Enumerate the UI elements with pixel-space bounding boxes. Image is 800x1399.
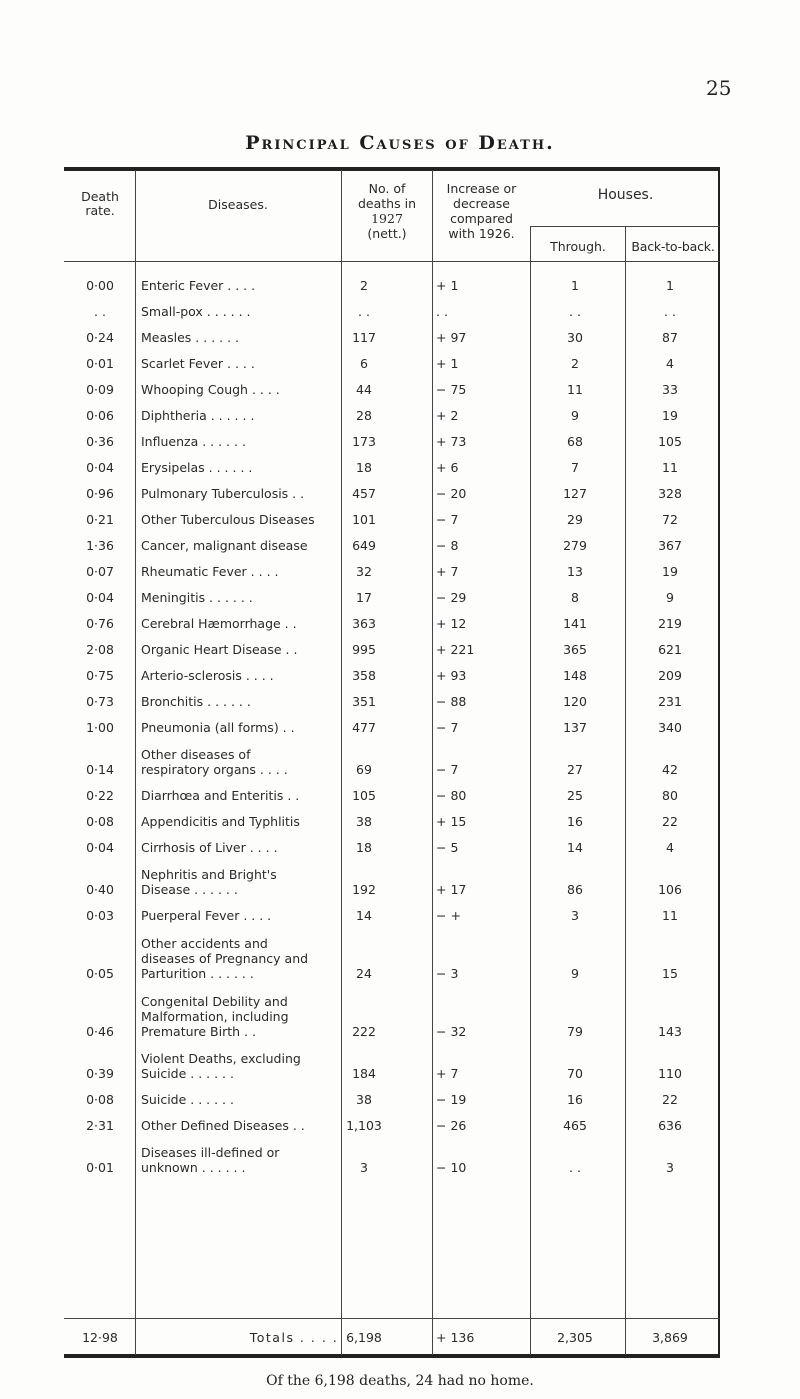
change-cell: + 2 [436,408,459,423]
disease-cell: Enteric Fever . . . . [141,278,256,293]
death-rate-cell: 0·04 [86,590,114,605]
change-cell: − 88 [436,694,467,709]
death-rate-cell: 0·09 [86,382,114,397]
deaths-cell: 18 [356,840,372,855]
through-cell: 86 [567,882,583,897]
back-to-back-cell: 621 [658,642,682,657]
back-to-back-cell: 9 [666,590,674,605]
table-row [64,480,720,506]
deaths-cell: 105 [352,788,376,803]
disease-cell: Bronchitis . . . . . . [141,694,251,709]
back-to-back-cell: 219 [658,616,682,631]
back-to-back-cell: 105 [658,434,682,449]
disease-cell: Other Defined Diseases . . [141,1118,305,1133]
disease-cell: Meningitis . . . . . . [141,590,253,605]
death-rate-cell: 2·31 [86,1118,114,1133]
deaths-cell: 101 [352,512,376,527]
change-cell: − 80 [436,788,467,803]
death-rate-cell: 0·75 [86,668,114,683]
change-cell: + 1 [436,278,459,293]
change-cell: + 1 [436,356,459,371]
through-cell: 11 [567,382,583,397]
page-number: 25 [706,76,732,100]
through-cell: 25 [567,788,583,803]
through-cell: 70 [567,1066,583,1081]
through-cell: 9 [571,966,579,981]
table-row [64,428,720,454]
back-to-back-cell: . . [664,304,676,319]
through-cell: 30 [567,330,583,345]
totals-label: Totals . . . . [249,1330,339,1345]
table-row [64,740,720,782]
change-cell: − 5 [436,840,459,855]
back-to-back-cell: 328 [658,486,682,501]
death-rate-cell: 2·08 [86,642,114,657]
through-cell: 127 [563,486,587,501]
change-cell: − 29 [436,590,467,605]
disease-cell: Erysipelas . . . . . . [141,460,253,475]
death-rate-cell: 0·40 [86,882,114,897]
back-to-back-cell: 80 [662,788,678,803]
change-cell: − 19 [436,1092,467,1107]
through-cell: 7 [571,460,579,475]
deaths-cell: 222 [352,1024,376,1039]
disease-cell: Cirrhosis of Liver . . . . [141,840,278,855]
table-row [64,1044,720,1086]
change-cell: + 221 [436,642,475,657]
totals-row [64,1318,720,1350]
table-row [64,454,720,480]
death-rate-cell: 0·04 [86,460,114,475]
through-cell: 9 [571,408,579,423]
through-cell: 279 [563,538,587,553]
page-title: Principal Causes of Death. [245,132,555,154]
death-rate-cell: 0·14 [86,762,114,777]
deaths-cell: 358 [352,668,376,683]
through-cell: 120 [563,694,587,709]
deaths-cell: 3 [360,1160,368,1175]
disease-cell: Cancer, malignant disease [141,538,308,553]
footnote: Of the 6,198 deaths, 24 had no home. [266,1373,534,1389]
deaths-cell: 117 [352,330,376,345]
deaths-cell: 24 [356,966,372,981]
death-rate-cell: 0·05 [86,966,114,981]
disease-cell: Puerperal Fever . . . . [141,908,272,923]
disease-cell: Scarlet Fever . . . . [141,356,255,371]
table-row [64,688,720,714]
totals-back-to-back: 3,869 [652,1330,688,1345]
back-to-back-cell: 42 [662,762,678,777]
table-row [64,986,720,1044]
deaths-cell: 18 [356,460,372,475]
disease-cell: Pneumonia (all forms) . . [141,720,295,735]
table-row [64,350,720,376]
through-cell: 68 [567,434,583,449]
deaths-cell: 38 [356,1092,372,1107]
through-cell: 365 [563,642,587,657]
header-death-rate: Death rate. [81,189,119,218]
change-cell: − 32 [436,1024,467,1039]
table-row [64,902,720,928]
table-row [64,324,720,350]
disease-cell: Rheumatic Fever . . . . [141,564,279,579]
totals-through: 2,305 [557,1330,593,1345]
header-diseases: Diseases. [208,197,268,212]
change-cell: + 73 [436,434,467,449]
death-rate-cell: 0·96 [86,486,114,501]
deaths-cell: 14 [356,908,372,923]
header-increase: Increase or decrease compared with 1926. [446,181,517,241]
table-row [64,532,720,558]
change-cell: + 7 [436,1066,459,1081]
disease-cell: Pulmonary Tuberculosis . . [141,486,305,501]
change-cell: − 3 [436,966,459,981]
through-cell: 141 [563,616,587,631]
through-cell: 13 [567,564,583,579]
death-rate-cell: 0·46 [86,1024,114,1039]
through-cell: 16 [567,1092,583,1107]
deaths-cell: 1,103 [346,1118,382,1133]
death-rate-cell: 0·22 [86,788,114,803]
death-rate-cell: . . [94,304,106,319]
through-cell: 465 [563,1118,587,1133]
disease-cell: Appendicitis and Typhlitis [141,814,300,829]
back-to-back-cell: 110 [658,1066,682,1081]
death-rate-cell: 0·08 [86,814,114,829]
death-rate-cell: 0·01 [86,1160,114,1175]
back-to-back-cell: 3 [666,1160,674,1175]
deaths-cell: 184 [352,1066,376,1081]
deaths-cell: 6 [360,356,368,371]
change-cell: + 15 [436,814,467,829]
back-to-back-cell: 209 [658,668,682,683]
disease-cell: Other accidents and diseases of Pregnancy and Parturition . . . . . . [141,936,309,981]
disease-cell: Violent Deaths, excluding Suicide . . . . . . [141,1051,301,1081]
back-to-back-cell: 22 [662,814,678,829]
disease-cell: Diarrhœa and Enteritis . . [141,788,300,803]
table-row [64,298,720,324]
table-row [64,662,720,688]
table-row [64,1138,720,1180]
death-rate-cell: 0·76 [86,616,114,631]
disease-cell: Cerebral Hæmorrhage . . [141,616,297,631]
back-to-back-cell: 4 [666,840,674,855]
death-rate-cell: 0·04 [86,840,114,855]
through-cell: 3 [571,908,579,923]
through-cell: 137 [563,720,587,735]
change-cell: . . [436,304,448,319]
back-to-back-cell: 72 [662,512,678,527]
back-to-back-cell: 367 [658,538,682,553]
death-rate-cell: 0·24 [86,330,114,345]
header-deaths: No. of deaths in 1927 (nett.) [358,181,416,241]
through-cell: 8 [571,590,579,605]
disease-cell: Suicide . . . . . . [141,1092,234,1107]
table-row [64,1086,720,1112]
table-row [64,402,720,428]
back-to-back-cell: 1 [666,278,674,293]
death-rate-cell: 1·00 [86,720,114,735]
table-row [64,860,720,902]
back-to-back-cell: 11 [662,908,678,923]
table-row [64,584,720,610]
back-to-back-cell: 19 [662,564,678,579]
disease-cell: Other diseases of respiratory organs . . . . [141,747,288,777]
totals-deaths: 6,198 [346,1330,382,1345]
death-rate-cell: 0·73 [86,694,114,709]
header-houses: Houses. [597,187,654,203]
deaths-cell: 2 [360,278,368,293]
table-row [64,714,720,740]
deaths-cell: 192 [352,882,376,897]
death-rate-cell: 0·21 [86,512,114,527]
change-cell: − 10 [436,1160,467,1175]
deaths-cell: 173 [352,434,376,449]
table-row [64,808,720,834]
through-cell: 79 [567,1024,583,1039]
back-to-back-cell: 636 [658,1118,682,1133]
header-back-to-back: Back-to-back. [631,239,715,254]
through-cell: 14 [567,840,583,855]
totals-change: + 136 [436,1330,475,1345]
change-cell: + 7 [436,564,459,579]
disease-cell: Nephritis and Bright's Disease . . . . . . [141,867,277,897]
death-rate-cell: 1·36 [86,538,114,553]
table-row [64,376,720,402]
change-cell: − 7 [436,512,459,527]
change-cell: − 8 [436,538,459,553]
table-row [64,272,720,298]
back-to-back-cell: 15 [662,966,678,981]
deaths-cell: 477 [352,720,376,735]
totals-rate: 12·98 [82,1330,118,1345]
back-to-back-cell: 33 [662,382,678,397]
death-rate-cell: 0·06 [86,408,114,423]
change-cell: − 20 [436,486,467,501]
table-body [64,272,720,1180]
disease-cell: Organic Heart Disease . . [141,642,298,657]
back-to-back-cell: 340 [658,720,682,735]
table-row [64,782,720,808]
deaths-cell: 649 [352,538,376,553]
death-rate-cell: 0·07 [86,564,114,579]
through-cell: 148 [563,668,587,683]
death-rate-cell: 0·00 [86,278,114,293]
death-rate-cell: 0·39 [86,1066,114,1081]
disease-cell: Measles . . . . . . [141,330,240,345]
deaths-cell: 363 [352,616,376,631]
back-to-back-cell: 11 [662,460,678,475]
death-rate-cell: 0·36 [86,434,114,449]
header-through: Through. [550,239,606,254]
deaths-cell: 32 [356,564,372,579]
back-to-back-cell: 106 [658,882,682,897]
change-cell: + 6 [436,460,459,475]
table-row [64,610,720,636]
back-to-back-cell: 22 [662,1092,678,1107]
disease-cell: Arterio-sclerosis . . . . [141,668,274,683]
through-cell: 16 [567,814,583,829]
death-rate-cell: 0·08 [86,1092,114,1107]
change-cell: + 93 [436,668,467,683]
through-cell: 29 [567,512,583,527]
deaths-cell: 351 [352,694,376,709]
disease-cell: Diphtheria . . . . . . [141,408,255,423]
change-cell: − 7 [436,762,459,777]
disease-cell: Diseases ill-defined or unknown . . . . . . [141,1145,280,1175]
through-cell: 2 [571,356,579,371]
header-divider [64,261,720,262]
back-to-back-cell: 4 [666,356,674,371]
back-to-back-cell: 231 [658,694,682,709]
back-to-back-cell: 143 [658,1024,682,1039]
disease-cell: Congenital Debility and Malformation, including Premature Birth . . [141,994,289,1039]
change-cell: − 26 [436,1118,467,1133]
through-cell: . . [569,1160,581,1175]
deaths-cell: 44 [356,382,372,397]
change-cell: − 7 [436,720,459,735]
deaths-cell: 28 [356,408,372,423]
table-row [64,1112,720,1138]
deaths-cell: 457 [352,486,376,501]
death-rate-cell: 0·01 [86,356,114,371]
deaths-cell: 38 [356,814,372,829]
change-cell: + 12 [436,616,467,631]
disease-cell: Influenza . . . . . . [141,434,246,449]
change-cell: + 17 [436,882,467,897]
table-row [64,928,720,986]
deaths-cell: . . [358,304,370,319]
disease-cell: Whooping Cough . . . . [141,382,280,397]
disease-cell: Small-pox . . . . . . [141,304,251,319]
deaths-cell: 17 [356,590,372,605]
through-cell: 1 [571,278,579,293]
back-to-back-cell: 87 [662,330,678,345]
change-cell: + 97 [436,330,467,345]
through-cell: . . [569,304,581,319]
deaths-cell: 995 [352,642,376,657]
death-rate-cell: 0·03 [86,908,114,923]
through-cell: 27 [567,762,583,777]
change-cell: − + [436,908,461,923]
houses-divider [530,226,720,227]
table-row [64,506,720,532]
deaths-cell: 69 [356,762,372,777]
disease-cell: Other Tuberculous Diseases [141,512,315,527]
table-row [64,558,720,584]
change-cell: − 75 [436,382,467,397]
back-to-back-cell: 19 [662,408,678,423]
table-row [64,636,720,662]
table-row [64,834,720,860]
